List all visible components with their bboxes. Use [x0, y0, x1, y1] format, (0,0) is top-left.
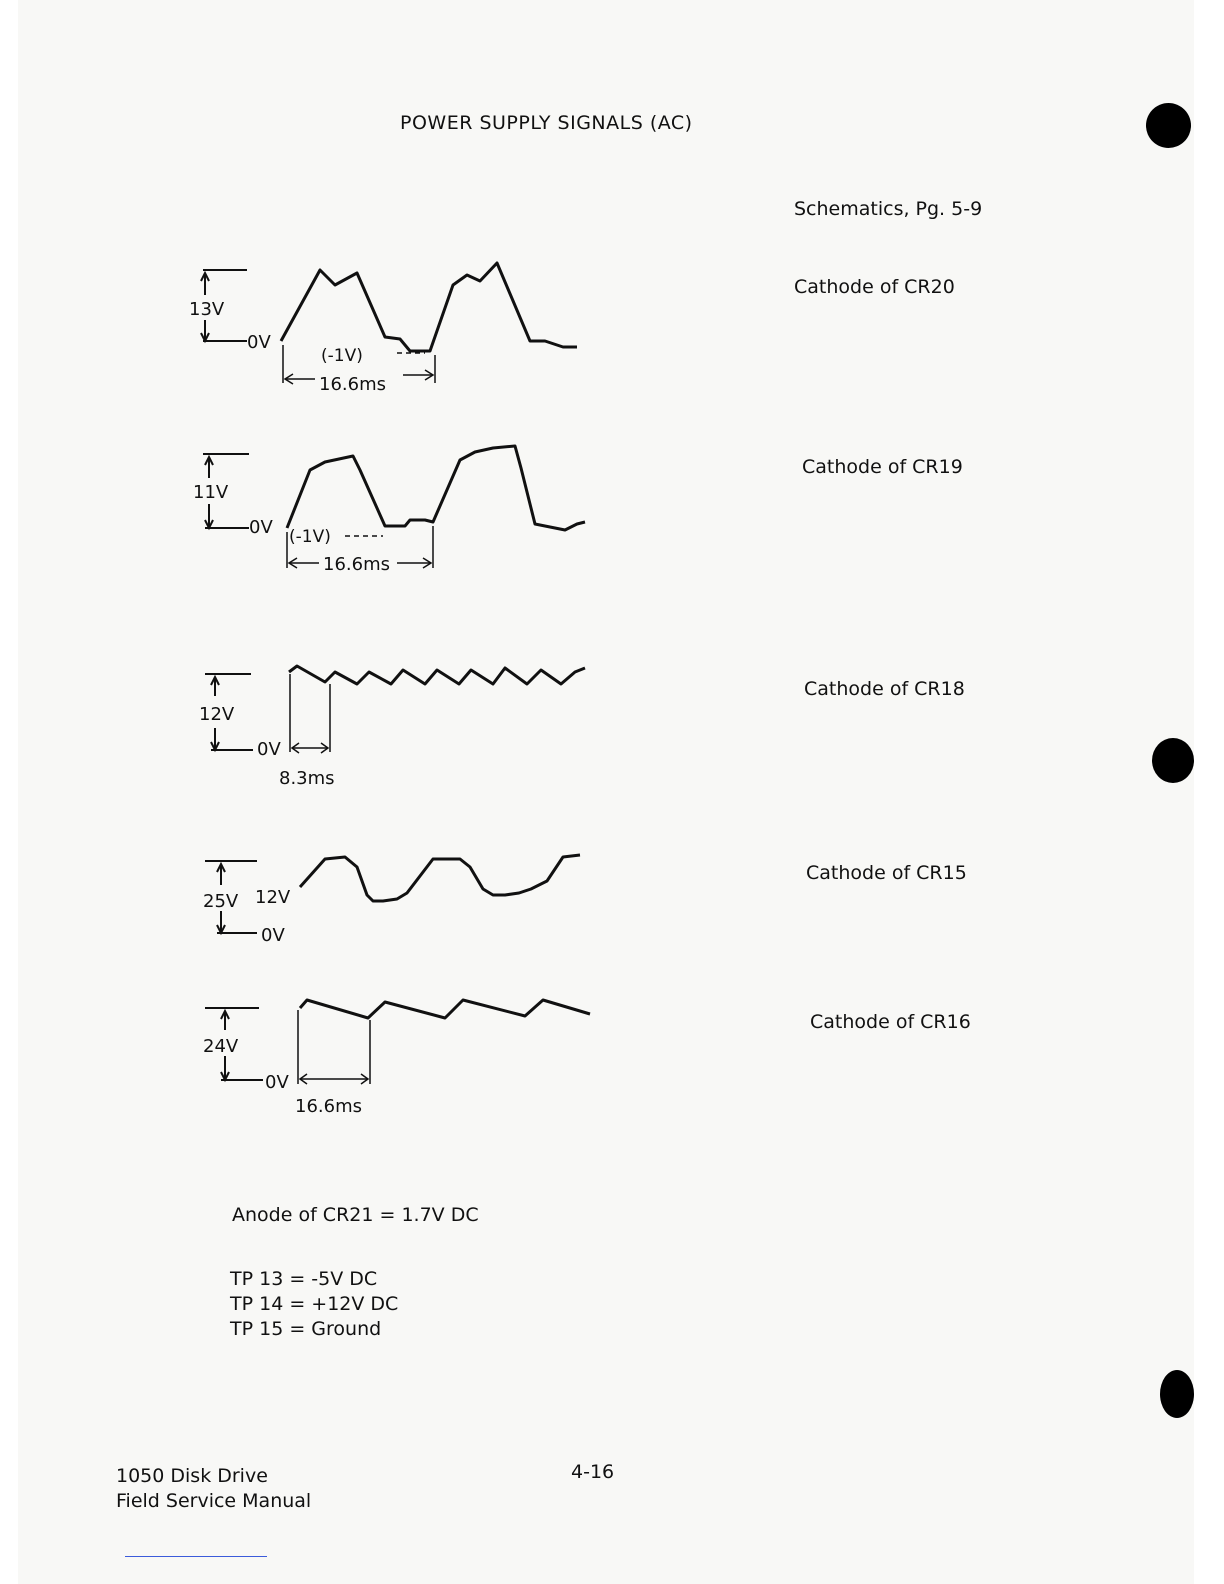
punch-hole-middle	[1152, 738, 1194, 783]
footer-manual: Field Service Manual	[116, 1490, 312, 1512]
zero-label: 0V	[247, 332, 271, 353]
test-point-14: TP 14 = +12V DC	[230, 1293, 399, 1315]
cr18-label: Cathode of CR18	[804, 678, 965, 700]
zero-label: 0V	[261, 925, 285, 946]
cr15-label: Cathode of CR15	[806, 862, 967, 884]
period-label: 16.6ms	[295, 1096, 362, 1117]
waveform-cr20	[185, 255, 605, 409]
footer-product: 1050 Disk Drive	[116, 1465, 268, 1487]
waveform-cr18	[185, 658, 605, 802]
cr20-label: Cathode of CR20	[794, 276, 955, 298]
test-point-13: TP 13 = -5V DC	[230, 1268, 378, 1290]
scan-edge-line	[125, 1556, 267, 1557]
page-title: POWER SUPPLY SIGNALS (AC)	[400, 112, 693, 134]
waveform-cr16	[185, 990, 605, 1124]
amplitude-label: 12V	[199, 704, 235, 725]
zero-label: 0V	[249, 517, 273, 538]
waveform-cr15	[185, 845, 605, 959]
waveform-cr19	[185, 440, 605, 584]
amplitude-label: 25V	[203, 891, 239, 912]
zero-label: 0V	[265, 1072, 289, 1093]
cr16-label: Cathode of CR16	[810, 1011, 971, 1033]
punch-hole-bottom	[1160, 1370, 1194, 1418]
amplitude-label: 24V	[203, 1036, 239, 1057]
zero-label: 0V	[257, 739, 281, 760]
period-label: 8.3ms	[279, 768, 335, 789]
period-label: 16.6ms	[323, 554, 390, 575]
amplitude-label: 11V	[193, 482, 229, 503]
test-point-15: TP 15 = Ground	[230, 1318, 382, 1340]
amplitude-label: 13V	[189, 299, 225, 320]
punch-hole-top	[1146, 103, 1191, 148]
page-number: 4-16	[571, 1461, 615, 1483]
level-label: 12V	[255, 887, 291, 908]
schematics-reference: Schematics, Pg. 5-9	[794, 198, 983, 220]
period-label: 16.6ms	[319, 374, 386, 395]
dc-note: Anode of CR21 = 1.7V DC	[232, 1204, 479, 1226]
negative-label: (-1V)	[289, 527, 331, 547]
negative-label: (-1V)	[321, 346, 363, 366]
cr19-label: Cathode of CR19	[802, 456, 963, 478]
